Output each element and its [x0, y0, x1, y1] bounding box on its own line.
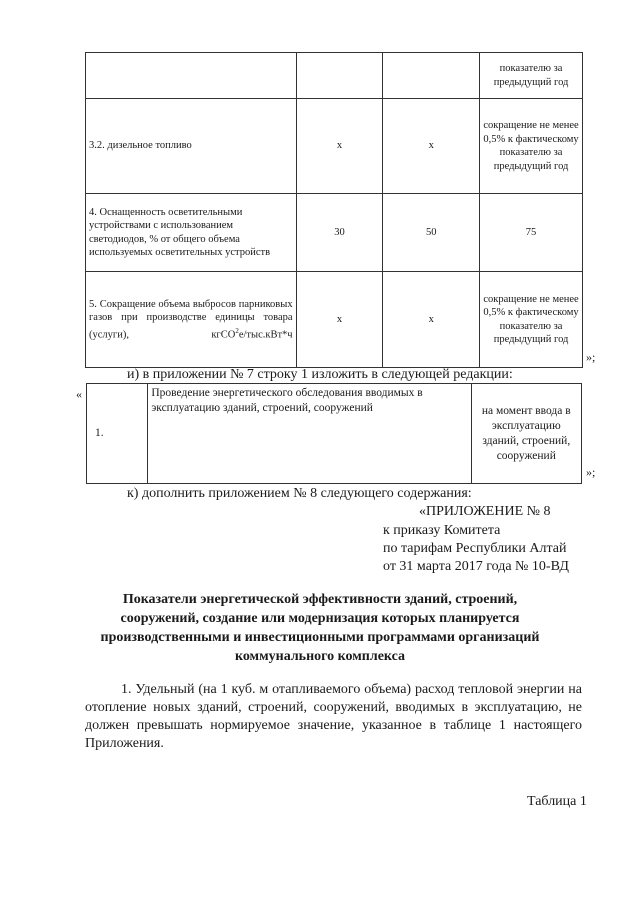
- closing-quote: »;: [586, 350, 596, 364]
- closing-quote: »;: [586, 465, 596, 479]
- table-cell: 3.2. дизельное топливо: [86, 99, 297, 194]
- appendix-line: к приказу Комитета: [383, 523, 501, 538]
- table-cell: показателю за предыдущий год: [480, 53, 583, 99]
- table-label: Таблица 1: [527, 794, 587, 809]
- subscript: 2: [235, 326, 239, 335]
- table-cell: 4. Оснащенность осветительными устройствами с использованием светодиодов, % от общего объема используемых осветительных устройств: [86, 194, 297, 272]
- table-cell: 50: [383, 194, 480, 272]
- table-cell: 75: [480, 194, 583, 272]
- heading-line: сооружений, создание или модернизация которых планируется: [120, 611, 520, 626]
- table-cell: на момент ввода в эксплуатацию зданий, строений, сооружений: [471, 384, 581, 484]
- table-cell: [86, 272, 297, 368]
- table-cell: 1.: [87, 384, 148, 484]
- table-cell: [296, 53, 383, 99]
- table-cell: [383, 53, 480, 99]
- table-cell: сокращение не менее 0,5% к фактическому показателю за предыдущий год: [480, 272, 583, 368]
- table-cell: Проведение энергетического обследования вводимых в эксплуатацию зданий, строений, сооружений: [148, 384, 471, 484]
- cell-text: 5. Сокращение объема выбросов парниковых газов при производстве единицы товара (услуги), кгСО: [89, 298, 293, 340]
- table-cell: [86, 53, 297, 99]
- paragraph: 1. Удельный (на 1 куб. м отапливаемого объема) расход тепловой энергии на отопление новых зданий, строений, сооружений, вводимых в эксплуатацию, не должен превышать нормируемое значение, указанное в таблице 1 настоящего Приложения.: [85, 682, 582, 751]
- appendix-title: «ПРИЛОЖЕНИЕ № 8: [419, 504, 551, 519]
- table-row: [86, 272, 583, 368]
- appendix7-table: [86, 383, 582, 484]
- table-row: [86, 194, 583, 272]
- item-k: к) дополнить приложением № 8 следующего содержания:: [127, 486, 472, 501]
- appendix-line: по тарифам Республики Алтай: [383, 541, 567, 556]
- table-row: [86, 53, 583, 99]
- table-cell: х: [296, 99, 383, 194]
- heading-line: Показатели энергетической эффективности зданий, строений,: [122, 592, 518, 607]
- indicators-table: [85, 52, 583, 368]
- table-cell: 30: [296, 194, 383, 272]
- heading-line: коммунального комплекса: [234, 649, 406, 664]
- table-cell: х: [383, 99, 480, 194]
- heading-line: производственными и инвестиционными программами организаций: [100, 630, 540, 645]
- table-cell: х: [296, 272, 383, 368]
- table-cell: сокращение не менее 0,5% к фактическому показателю за предыдущий год: [480, 99, 583, 194]
- appendix-line: от 31 марта 2017 года № 10-ВД: [383, 559, 569, 574]
- table-row: [86, 99, 583, 194]
- table-cell: х: [383, 272, 480, 368]
- cell-text-tail: е/тыс.кВт*ч: [238, 329, 293, 340]
- item-i: и) в приложении № 7 строку 1 изложить в следующей редакции:: [127, 367, 513, 382]
- opening-quote: «: [76, 387, 82, 401]
- table-row: [87, 384, 582, 484]
